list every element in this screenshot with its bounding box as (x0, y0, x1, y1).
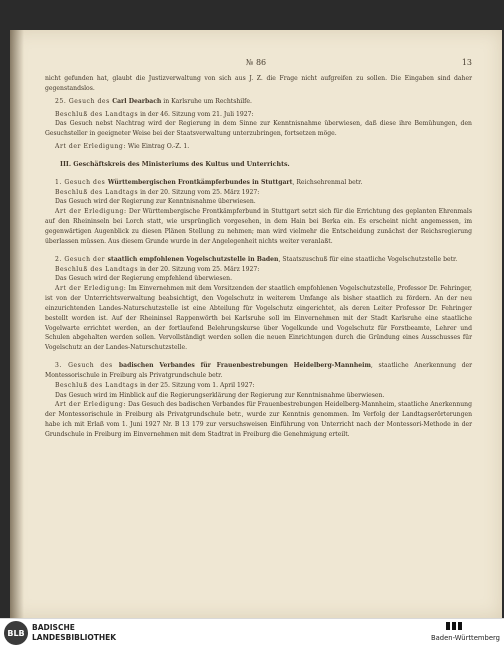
resolution-line: Beschluß des Landtags in der 20. Sitzung vom 25. März 1927: (55, 188, 260, 196)
paragraph: nicht gefunden hat, glaubt die Justizverwaltung von sich aus J. Z. die Frage nicht aufgreifen zu sollen. Die Eingaben sind daher gegenstandslos. (45, 75, 472, 92)
petition-entry: 25. Gesuch des Carl Dearbach in Karlsruhe um Rechtshilfe. (55, 97, 252, 105)
disposition-paragraph: Art der Erledigung: Im Einvernehmen mit dem Vorsitzenden der staatlich empfohlenen Vogelschutzstelle, Professor Dr. Fehringer, ist von der Unterrichtsverwaltung beabsichtigt, den Vogelschutz in weiterem Umfange als bisher staatlich zu fördern. An der neu einzurichtenden Landes-Naturschutzstelle ist eine Abteilung für Vogelschutz eingerichtet, als deren Leiter Professor Dr. Fehringer bestellt worden ist. Auf der Rheininsel Rappenwörth bei Karlsruhe soll im Einvernehmen mit der Stadt Karlsruhe eine staatliche Vogelwarte errichtet werden, an der fortlaufend Belehrungskurse über Vogelkunde und Vogelschutz für Forstbeamte, Lehrer und Schulen abgehalten werden sollen. Vervollständigt werden sollen die neuen Einrichtungen durch die Gründung eines Ausschusses für Vogelschutz an der Landes-Naturschutzstelle. (45, 285, 472, 352)
paragraph: Das Gesuch nebst Nachtrag wird der Regierung in dem Sinne zur Kenntnisnahme überwiesen, daß diese ihre Bemühungen, den Gesuchsteller in geeigneter Weise bei der Staatsverwaltung unterzubringen, fortsetzen möge. (45, 120, 472, 138)
resolution-line: Beschluß des Landtags in der 20. Sitzung vom 25. März 1927: (55, 265, 260, 273)
petition-entry: 2. Gesuch der staatlich empfohlenen Vogelschutzstelle in Baden, Staatszuschuß für eine staatliche Vogelschutzstelle betr. (55, 255, 458, 263)
state-emblem-icon (438, 622, 462, 632)
petition-entry: 1. Gesuch des Württembergischen Frontkämpferbundes in Stuttgart, Reichsehrenmal betr. (55, 178, 363, 186)
decision-line: Das Gesuch wird der Regierung zur Kenntnisnahme überwiesen. (55, 198, 256, 206)
resolution-line: Beschluß des Landtags in der 46. Sitzung vom 21. Juli 1927: (55, 110, 254, 118)
disposition-line: Art der Erledigung: Wie Eintrag O.-Z. 1. (55, 143, 190, 151)
library-name[interactable]: BADISCHE LANDESBIBLIOTHEK (32, 623, 117, 642)
blb-logo[interactable]: BLB (4, 621, 28, 645)
resolution-line: Beschluß des Landtags in der 25. Sitzung vom 1. April 1927: (55, 381, 255, 389)
page-body (45, 74, 472, 440)
page-number: 13 (461, 58, 472, 67)
disposition-paragraph: Art der Erledigung: Der Württembergische Frontkämpferbund in Stuttgart setzt sich für die Errichtung des geplanten Ehrenmals auf den Rheininseln bei Lorch statt, wie ursprünglich vorgesehen, in dem Hain bei Berka ein. Es erscheint nicht angemessen, im gegenwärtigen Augenblick zu diesen Plänen Stellung zu nehmen; man wird vielmehr die Entscheidung zunächst der Reichsregierung überlassen müssen. Aus diesem Grunde wurde in der Angelegenheit nichts weiter veranlaßt. (45, 208, 472, 245)
footer-bar (0, 618, 504, 646)
disposition-paragraph: Art der Erledigung: Das Gesuch des badischen Verbandes für Frauenbestrebungen Heidelberg-Mannheim, staatliche Anerkennung der Montessorischule in Freiburg als Privatgrundschule betr., wurde zur Kenntnis genommen. Im Verfolg der Landtagserörterungen habe ich mit Erlaß vom 1. Juni 1927 Nr. B 13 179 zur versuchsweisen Einführung von Unterricht nach der Montessori-Methode in der Grundschule in Freiburg im Einvernehmen mit dem Stadtrat in Freiburg die Genehmigung erteilt. (45, 401, 473, 438)
baden-wuerttemberg-logo[interactable]: Baden-Württemberg (400, 622, 500, 644)
scanned-page (10, 30, 502, 618)
section-title: III. Geschäftskreis des Ministeriums des Kultus und Unterrichts. (60, 160, 290, 168)
page-header (40, 58, 472, 70)
petition-entry: 3. Gesuch des badischen Verbandes für Frauenbestrebungen Heidelberg-Mannheim, staatliche Anerkennung der Montessorischule in Freiburg als Privatgrundschule betr. (45, 362, 473, 379)
decision-line: Das Gesuch wird der Regierung empfehlend überwiesen. (55, 275, 233, 283)
decision-line: Das Gesuch wird im Hinblick auf die Regierungserklärung der Regierung zur Kenntnisnahme überwiesen. (55, 391, 385, 399)
issue-number: № 86 (245, 58, 267, 67)
